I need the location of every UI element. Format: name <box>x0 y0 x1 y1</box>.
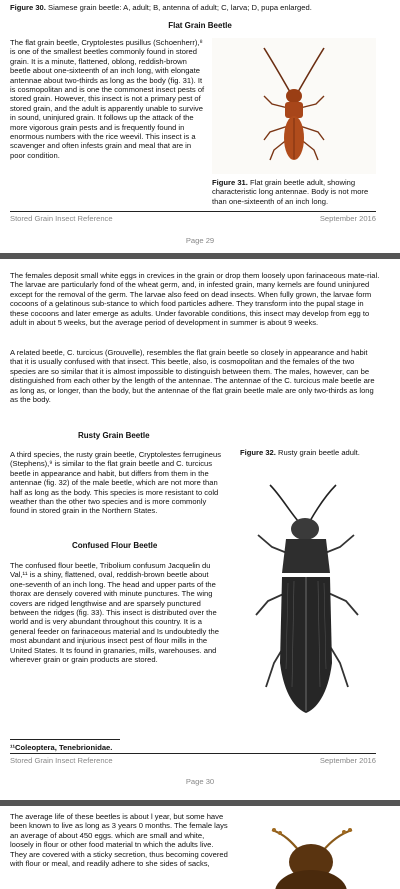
figure-31-caption <box>212 178 382 206</box>
footer-title: Stored Grain Insect Reference <box>10 214 113 223</box>
flat-grain-beetle-paragraph: The flat grain beetle, Cryptolestes pusillus (Schoenherr),⁸ is one of the smallest beetles commonly found in stored grain. It is a minute, flattened, oblong, reddish-brown beetle about one-sixteenth of an inch long, with elongate antennae about two-thirds as long as the body (fig. 31). It is cosmopolitan and is one the commonest insect pests of stored grain. However, this insect is not a primary pest of stored grain, and the adult is apparently unable to survive in sound, uninjured grain. It follows up the attack of the more vigorous grain pests and is frequently found in enormous numbers with the rice weevil. This insect is a scavenger and often infests grain and meal that are in poor condition. <box>10 38 205 160</box>
rusty-grain-beetle-paragraph: A third species, the rusty grain beetle, Cryptolestes ferrugineus (Stephens),⁹ is similar to the flat grain beetle and C. turcicus beetle in appearance and habit, but differs from them in the antennae (fig. 32) of the male beetle, which are not more than half as long as the body. This species is more resistant to cold weather than the other two species and is more commonly found in stored grain in the Northern States. <box>10 450 222 516</box>
eggs-larvae-paragraph: The females deposit small white eggs in crevices in the grain or drop them loosely upon farinaceous mate-rial. The larvae are particularly fond of the wheat germ, and, in infested grain, many kernels are found uninjured except for the removal of the germ. The larvae also feed on dead insects. When fully grown, the larvae form cocoons of a gelatinous sub-stance to which food particles adhere. They transform into the pupal stage in these cocoons and later emerge as adults. Under favorable conditions, this insect may develop from egg to adult in about 5 weeks, but the average period of development in summer is about 9 weeks. <box>10 271 380 328</box>
footer-date: September 2016 <box>319 214 376 223</box>
confused-flour-beetle-life-paragraph: The average life of these beetles is about l year, but some have been known to live as long as 3 years 0 months. The female lays an average of about 450 eggs. which are small and white, loosely in flour or other food material tn which the adults live. They are covered with a sticky secretion, thus becoming covered with flour or meal, and readily adhere to she sides of sacks, <box>10 812 228 869</box>
figure-32-label: Figure 32. <box>240 448 276 457</box>
figure-31-label: Figure 31. <box>212 178 248 187</box>
rusty-grain-beetle-illustration <box>236 473 386 735</box>
figure-31-text: Flat grain beetle adult, showing characteristic long antennae. Body is not more than one-sixteenth of an inch long. <box>212 178 369 206</box>
section-heading-rusty-grain-beetle: Rusty Grain Beetle <box>78 431 150 440</box>
figure-30-caption <box>10 3 390 12</box>
section-heading-flat-grain-beetle: Flat Grain Beetle <box>168 21 232 30</box>
section-heading-confused-flour-beetle: Confused Flour Beetle <box>72 541 158 550</box>
figure-32-image <box>236 473 386 735</box>
figure-30-label: Figure 30. <box>10 3 46 12</box>
figure-32-caption <box>240 448 390 457</box>
figure-31-image <box>212 38 376 174</box>
footnote: ¹¹Coleoptera, Tenebrionidae. <box>10 743 113 752</box>
figure-33-image <box>236 812 386 889</box>
footer-rule <box>10 753 376 754</box>
related-beetle-paragraph: A related beetle, C. turcicus (Grouvelle), resembles the flat grain beetle so closely in appearance and habit that it is usually confused with that insect. This beetle, also, is cosmopolitan and the females of the two species are so similar that it is almost impossible to distinguish between them. The males, however, can be distinguished from each other by the length of the antennae. The antennae of the C. turcicus male beetle are as long as, or longer, than the body, but the antennae of the flat grain beetle male are only two-thirds as long as the body. <box>10 348 375 405</box>
figure-32-text: Rusty grain beetle adult. <box>278 448 360 457</box>
page-29 <box>0 0 400 253</box>
flat-grain-beetle-illustration <box>212 38 376 174</box>
page-number: Page 30 <box>185 777 215 786</box>
figure-30-text: Siamese grain beetle: A, adult; B, antenna of adult; C, larva; D, pupa enlarged. <box>48 3 312 12</box>
page-31 <box>0 806 400 889</box>
page-30 <box>0 259 400 800</box>
page-number: Page 29 <box>185 236 215 245</box>
confused-flour-beetle-paragraph: The confused flour beetle, Tribolium confusum Jacquelin du Val,¹¹ is a shiny, flattened, oval, reddish-brown beetle about one-seventh of an inch long. The head and upper parts of the thorax are densely covered with minute punctures. The wing covers are ridged lengthwise and are sparsely punctured between the ridges (fig. 33). This insect is distributed over the world and is very abundant throughout this country. It is a general feeder on farinaceous material and Is undoubtedly the most abundant and injurious insect pest of flour mills in the United States. It ts found in granaries, mills, warehouses. and wherever grain or grain products are stored. <box>10 561 219 665</box>
footer-date: September 2016 <box>319 756 376 765</box>
page-footer <box>10 756 376 765</box>
page-footer <box>10 214 376 223</box>
footer-rule <box>10 211 376 212</box>
footer-title: Stored Grain Insect Reference <box>10 756 113 765</box>
confused-flour-beetle-illustration <box>236 812 386 889</box>
footnote-rule <box>10 739 120 740</box>
